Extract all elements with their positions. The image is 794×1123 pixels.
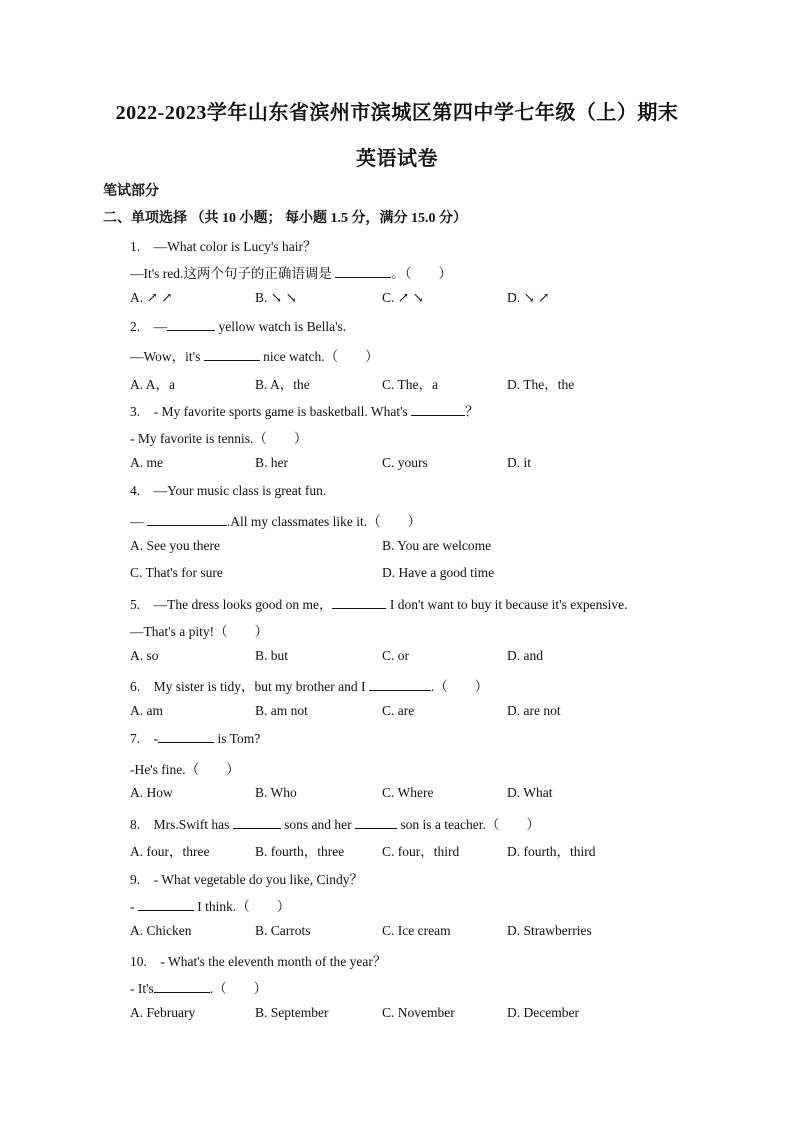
question-10-sub: - It's .（ ） bbox=[130, 981, 268, 996]
question-5-sub: —That's a pity!（ ） bbox=[130, 624, 269, 639]
question-5-stem: 5. —The dress looks good on me， I don't want to buy it because it's expensive. bbox=[130, 597, 628, 612]
question-7-option-a[interactable]: A. How bbox=[130, 785, 173, 800]
answer-blank bbox=[167, 318, 215, 331]
answer-blank bbox=[204, 348, 260, 361]
question-3-sub: - My favorite is tennis.（ ） bbox=[130, 431, 308, 446]
question-4-option-b[interactable]: B. You are welcome bbox=[382, 538, 492, 553]
section-single-choice-heading: 二、单项选择 （共 10 小题； 每小题 1.5 分，满分 15.0 分） bbox=[103, 211, 467, 226]
question-8-option-b[interactable]: B. fourth，three bbox=[255, 844, 345, 859]
question-7-stem: 7. - is Tom? bbox=[130, 731, 261, 746]
exam-title-line-2: 英语试卷 bbox=[356, 148, 438, 170]
question-6-option-b[interactable]: B. am not bbox=[255, 703, 308, 718]
question-3-option-c[interactable]: C. yours bbox=[382, 455, 428, 470]
question-4-option-d[interactable]: D. Have a good time bbox=[382, 565, 495, 580]
question-1-stem: 1. —What color is Lucy's hair？ bbox=[130, 239, 317, 254]
answer-blank bbox=[154, 980, 210, 993]
question-1-sub: —It's red.这两个句子的正确语调是 。（ ） bbox=[130, 266, 453, 281]
question-9-stem: 9. - What vegetable do you like, Cindy？ bbox=[130, 872, 363, 887]
question-3-option-a[interactable]: A. me bbox=[130, 455, 163, 470]
question-9-sub: - I think.（ ） bbox=[130, 899, 291, 914]
question-4-option-a[interactable]: A. See you there bbox=[130, 538, 220, 553]
question-3-option-b[interactable]: B. her bbox=[255, 455, 288, 470]
answer-blank bbox=[355, 816, 397, 829]
question-5-option-a[interactable]: A. so bbox=[130, 648, 159, 663]
answer-blank bbox=[233, 816, 281, 829]
question-10-option-a[interactable]: A. February bbox=[130, 1005, 196, 1020]
question-6-option-c[interactable]: C. are bbox=[382, 703, 415, 718]
question-3-option-d[interactable]: D. it bbox=[507, 455, 532, 470]
question-6-option-a[interactable]: A. am bbox=[130, 703, 163, 718]
question-6-stem: 6. My sister is tidy，but my brother and I .（ ） bbox=[130, 679, 489, 694]
question-1-option-a[interactable]: A. ↗ ↗ bbox=[130, 290, 173, 305]
question-2-option-d[interactable]: D. The，the bbox=[507, 377, 575, 392]
question-10-stem: 10. - What's the eleventh month of the year？ bbox=[130, 954, 387, 969]
question-7-sub: -He's fine.（ ） bbox=[130, 762, 240, 777]
question-9-option-b[interactable]: B. Carrots bbox=[255, 923, 311, 938]
question-9-option-d[interactable]: D. Strawberries bbox=[507, 923, 592, 938]
answer-blank bbox=[147, 513, 227, 526]
question-1-option-c[interactable]: C. ↗ ↘ bbox=[382, 290, 424, 305]
question-4-sub: — .All my classmates like it.（ ） bbox=[130, 514, 422, 529]
question-2-option-a[interactable]: A. A，a bbox=[130, 377, 175, 392]
answer-blank bbox=[138, 898, 194, 911]
question-8-option-c[interactable]: C. four，third bbox=[382, 844, 460, 859]
answer-blank bbox=[332, 596, 386, 609]
question-10-option-d[interactable]: D. December bbox=[507, 1005, 579, 1020]
question-2-option-b[interactable]: B. A，the bbox=[255, 377, 310, 392]
question-4-stem: 4. —Your music class is great fun. bbox=[130, 483, 327, 498]
question-1-option-d[interactable]: D. ↘ ↗ bbox=[507, 290, 550, 305]
question-1-option-b[interactable]: B. ↘ ↘ bbox=[255, 290, 297, 305]
question-6-option-d[interactable]: D. are not bbox=[507, 703, 561, 718]
question-9-option-a[interactable]: A. Chicken bbox=[130, 923, 192, 938]
answer-blank bbox=[158, 730, 214, 743]
question-8-option-a[interactable]: A. four，three bbox=[130, 844, 210, 859]
question-8-option-d[interactable]: D. fourth，third bbox=[507, 844, 596, 859]
answer-blank bbox=[335, 265, 391, 278]
section-written-heading: 笔试部分 bbox=[103, 184, 159, 199]
answer-blank bbox=[369, 678, 431, 691]
question-2-sub: —Wow，it's nice watch.（ ） bbox=[130, 349, 379, 364]
question-5-option-d[interactable]: D. and bbox=[507, 648, 543, 663]
question-8-stem: 8. Mrs.Swift has sons and her son is a teacher.（ ） bbox=[130, 817, 540, 832]
answer-blank bbox=[411, 403, 465, 416]
question-10-option-b[interactable]: B. September bbox=[255, 1005, 329, 1020]
question-2-stem: 2. — yellow watch is Bella's. bbox=[130, 319, 347, 334]
question-4-option-c[interactable]: C. That's for sure bbox=[130, 565, 223, 580]
question-3-stem: 3. - My favorite sports game is basketball. What's ？ bbox=[130, 404, 479, 419]
question-9-option-c[interactable]: C. Ice cream bbox=[382, 923, 451, 938]
question-5-option-b[interactable]: B. but bbox=[255, 648, 289, 663]
question-7-option-d[interactable]: D. What bbox=[507, 785, 553, 800]
exam-title-line-1: 2022-2023学年山东省滨州市滨城区第四中学七年级（上）期末 bbox=[115, 102, 679, 124]
question-2-option-c[interactable]: C. The，a bbox=[382, 377, 438, 392]
question-7-option-c[interactable]: C. Where bbox=[382, 785, 434, 800]
question-10-option-c[interactable]: C. November bbox=[382, 1005, 455, 1020]
question-7-option-b[interactable]: B. Who bbox=[255, 785, 297, 800]
question-5-option-c[interactable]: C. or bbox=[382, 648, 409, 663]
